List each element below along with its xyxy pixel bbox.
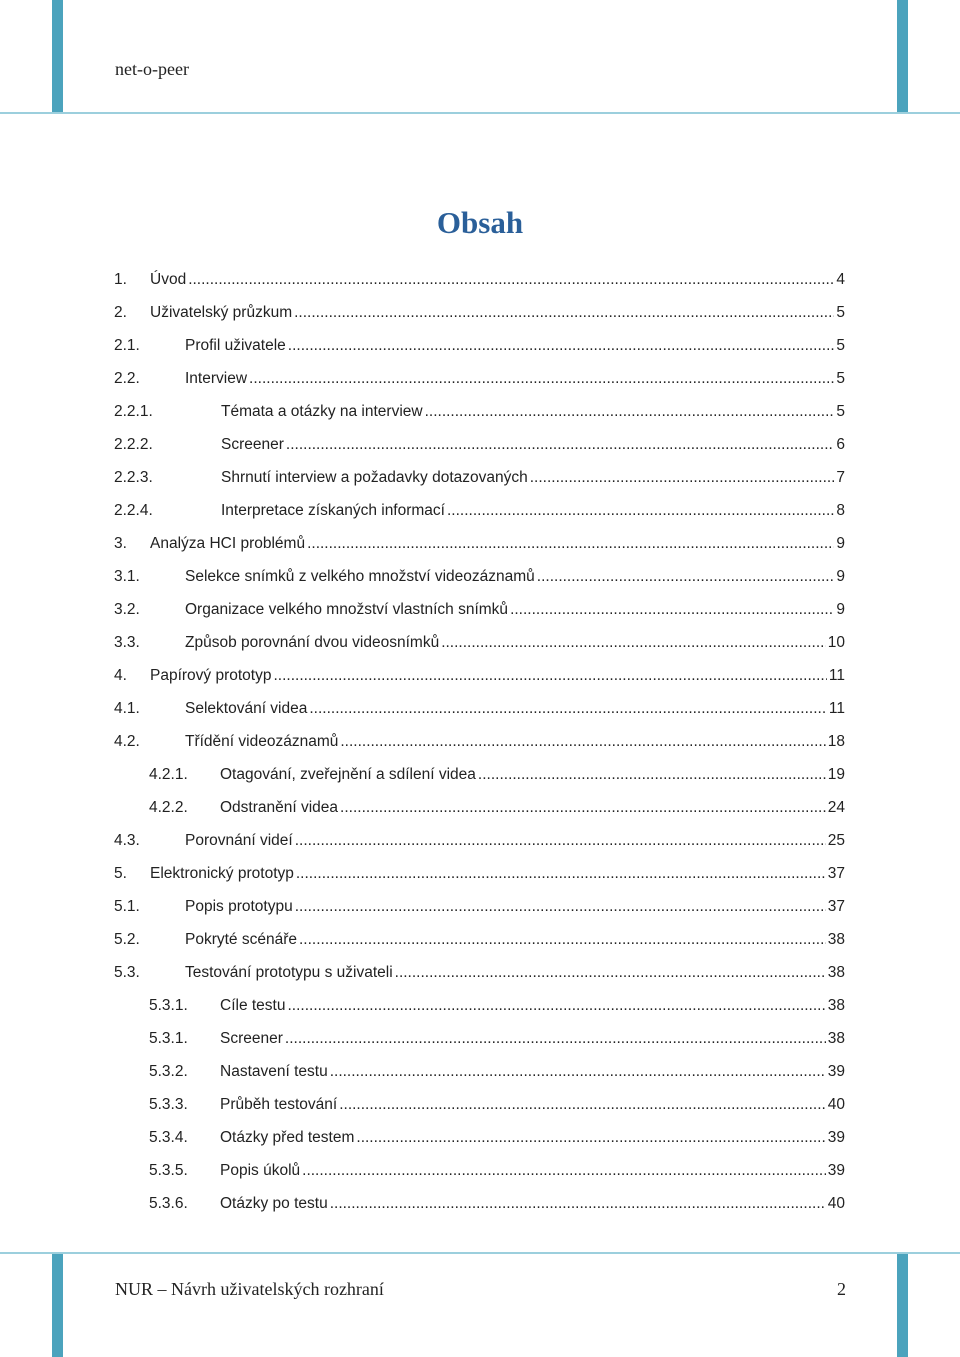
toc-entry-page: 19	[827, 766, 845, 783]
toc-leader-dots	[299, 927, 826, 953]
toc-leader-dots	[302, 1158, 826, 1184]
toc-entry-number: 4.2.1.	[149, 766, 188, 783]
toc-entry[interactable]	[114, 531, 845, 564]
toc-leader-dots	[188, 267, 834, 293]
toc-leader-dots	[447, 498, 834, 524]
toc-leader-dots	[339, 1092, 826, 1118]
toc-entry-number: 2.2.3.	[114, 469, 153, 486]
toc-entry-label: Cíle testu	[220, 997, 286, 1014]
toc-entry-page: 9	[836, 601, 845, 618]
toc-leader-dots	[356, 1125, 825, 1151]
toc-leader-dots	[478, 762, 826, 788]
toc-entry-label: Organizace velkého množství vlastních snímků	[185, 601, 509, 618]
toc-entry[interactable]	[114, 894, 845, 927]
toc-entry-number: 2.	[114, 304, 127, 321]
toc-entry-label: Úvod	[150, 271, 187, 288]
toc-entry[interactable]	[114, 1158, 845, 1191]
toc-leader-dots	[537, 564, 835, 590]
toc-entry-number: 4.	[114, 667, 127, 684]
toc-entry[interactable]	[114, 333, 845, 366]
toc-leader-dots	[287, 993, 825, 1019]
toc-entry-label: Odstranění videa	[220, 799, 339, 816]
toc-entry-page: 5	[836, 370, 845, 387]
toc-leader-dots	[309, 696, 827, 722]
toc-entry[interactable]	[114, 1092, 845, 1125]
toc-entry-number: 5.3.3.	[149, 1096, 188, 1113]
toc-entry-number: 5.3.1.	[149, 997, 188, 1014]
toc-entry[interactable]	[114, 498, 845, 531]
toc-entry-number: 5.1.	[114, 898, 140, 915]
toc-entry-number: 1.	[114, 271, 127, 288]
toc-leader-dots	[294, 300, 834, 326]
toc-entry-page: 39	[827, 1129, 845, 1146]
toc-entry[interactable]	[114, 399, 845, 432]
toc-entry-label: Otagování, zveřejnění a sdílení videa	[220, 766, 476, 783]
toc-entry-label: Screener	[220, 1030, 283, 1047]
toc-entry-page: 9	[836, 568, 845, 585]
toc-entry-page: 6	[836, 436, 845, 453]
toc-entry-label: Otázky před testem	[220, 1129, 355, 1146]
toc-entry-page: 39	[827, 1063, 845, 1080]
toc-entry-page: 38	[827, 931, 845, 948]
toc-leader-dots	[295, 828, 826, 854]
toc-entry-number: 3.2.	[114, 601, 140, 618]
toc-leader-dots	[395, 960, 826, 986]
toc-entry-label: Interview	[185, 370, 248, 387]
toc-entry-page: 40	[827, 1195, 845, 1212]
toc-entry[interactable]	[114, 597, 845, 630]
toc-entry-number: 5.	[114, 865, 127, 882]
toc-entry-page: 25	[827, 832, 845, 849]
header-bar-right	[897, 0, 908, 114]
toc-entry-page: 37	[827, 898, 845, 915]
toc-entry-page: 5	[836, 304, 845, 321]
toc-entry-number: 3.1.	[114, 568, 140, 585]
toc-entry-label: Interpretace získaných informací	[221, 502, 445, 519]
toc-leader-dots	[295, 894, 826, 920]
toc-entry[interactable]	[114, 366, 845, 399]
toc-entry-number: 5.3.6.	[149, 1195, 188, 1212]
toc-entry-page: 10	[827, 634, 845, 651]
toc-entry[interactable]	[114, 993, 845, 1026]
toc-leader-dots	[249, 366, 834, 392]
toc-entry[interactable]	[114, 300, 845, 333]
page-title: Obsah	[436, 205, 524, 240]
toc-entry-number: 5.3.	[114, 964, 140, 981]
toc-entry-page: 9	[836, 535, 845, 552]
toc-entry[interactable]	[114, 432, 845, 465]
toc-entry-label: Třídění videozáznamů	[185, 733, 339, 750]
toc-entry-page: 7	[836, 469, 845, 486]
header-title: net-o-peer	[115, 59, 189, 79]
toc-entry-page: 5	[836, 337, 845, 354]
toc-entry-number: 2.2.2.	[114, 436, 153, 453]
toc-leader-dots	[441, 630, 826, 656]
toc-entry-number: 2.1.	[114, 337, 140, 354]
toc-entry-label: Pokryté scénáře	[185, 931, 297, 948]
toc-leader-dots	[286, 432, 834, 458]
toc-entry-number: 5.3.5.	[149, 1162, 188, 1179]
toc-entry-number: 5.3.4.	[149, 1129, 188, 1146]
footer-bar-right	[897, 1254, 908, 1357]
toc-entry-label: Popis úkolů	[220, 1162, 301, 1179]
toc-entry-number: 4.3.	[114, 832, 140, 849]
toc-entry-number: 2.2.4.	[114, 502, 153, 519]
toc-entry-label: Způsob porovnání dvou videosnímků	[185, 634, 440, 651]
toc-entry-number: 3.	[114, 535, 127, 552]
toc-entry-number: 5.3.1.	[149, 1030, 188, 1047]
toc-leader-dots	[530, 465, 835, 491]
toc-entry-page: 37	[827, 865, 845, 882]
toc-entry-label: Uživatelský průzkum	[150, 304, 293, 321]
toc-entry-label: Profil uživatele	[185, 337, 286, 354]
toc-entry-number: 3.3.	[114, 634, 140, 651]
toc-entry[interactable]	[114, 1059, 845, 1092]
toc-entry-label: Elektronický prototyp	[150, 865, 294, 882]
toc-entry-page: 38	[827, 997, 845, 1014]
toc-entry[interactable]	[114, 861, 845, 894]
toc-entry[interactable]	[114, 729, 845, 762]
toc-entry-page: 18	[827, 733, 845, 750]
toc-leader-dots	[340, 729, 825, 755]
toc-entry[interactable]	[114, 267, 845, 300]
toc-entry[interactable]	[114, 465, 845, 498]
toc-entry-page: 5	[836, 403, 845, 420]
toc-entry-page: 11	[828, 667, 845, 684]
toc-entry-number: 2.2.	[114, 370, 140, 387]
footer	[115, 1279, 846, 1300]
toc-entry[interactable]	[114, 1125, 845, 1158]
toc-entry[interactable]	[114, 795, 845, 828]
toc-leader-dots	[285, 1026, 826, 1052]
header-rule	[0, 112, 960, 114]
toc-entry-label: Porovnání videí	[185, 832, 293, 849]
toc-entry-number: 2.2.1.	[114, 403, 153, 420]
toc-entry[interactable]	[114, 762, 845, 795]
toc-entry-label: Screener	[221, 436, 284, 453]
toc-entry[interactable]	[114, 1026, 845, 1059]
toc-entry-label: Papírový prototyp	[150, 667, 272, 684]
toc-entry-page: 40	[827, 1096, 845, 1113]
footer-bar-left	[52, 1254, 63, 1357]
toc-entry-label: Otázky po testu	[220, 1195, 328, 1212]
toc-entry-label: Testování prototypu s uživateli	[185, 964, 393, 981]
footer-page-number: 2	[837, 1279, 846, 1299]
toc-entry-page: 4	[836, 271, 845, 288]
toc-entry-label: Průběh testování	[220, 1096, 338, 1113]
toc-entry-page: 24	[827, 799, 845, 816]
toc-entry-page: 11	[828, 700, 845, 717]
toc-entry-number: 4.2.2.	[149, 799, 188, 816]
toc-leader-dots	[273, 663, 826, 689]
toc-leader-dots	[340, 795, 826, 821]
footer-title: NUR – Návrh uživatelských rozhraní	[115, 1279, 384, 1299]
toc-leader-dots	[330, 1059, 826, 1085]
toc-entry-page: 39	[827, 1162, 845, 1179]
toc-entry-page: 38	[827, 1030, 845, 1047]
toc-leader-dots	[330, 1191, 826, 1217]
toc-entry-label: Shrnutí interview a požadavky dotazovaných	[221, 469, 528, 486]
toc-entry[interactable]	[114, 696, 845, 729]
toc-entry-number: 5.2.	[114, 931, 140, 948]
toc-entry-page: 8	[836, 502, 845, 519]
header-bar-left	[52, 0, 63, 114]
footer-rule	[0, 1252, 960, 1254]
toc-entry-label: Popis prototypu	[185, 898, 293, 915]
toc-entry-number: 4.1.	[114, 700, 140, 717]
toc-entry[interactable]	[114, 927, 845, 960]
toc-entry-number: 5.3.2.	[149, 1063, 188, 1080]
toc-entry[interactable]	[114, 663, 845, 696]
toc-leader-dots	[288, 333, 835, 359]
toc-entry[interactable]	[114, 564, 845, 597]
toc-entry-label: Témata a otázky na interview	[221, 403, 423, 420]
toc-entry-label: Analýza HCI problémů	[150, 535, 306, 552]
toc-entry-label: Nastavení testu	[220, 1063, 328, 1080]
toc-entry[interactable]	[114, 1191, 845, 1224]
table-of-contents	[114, 267, 845, 1224]
toc-entry[interactable]	[114, 828, 845, 861]
toc-leader-dots	[296, 861, 826, 887]
toc-leader-dots	[510, 597, 834, 623]
toc-leader-dots	[307, 531, 834, 557]
toc-entry-label: Selekce snímků z velkého množství videozáznamů	[185, 568, 535, 585]
toc-entry-number: 4.2.	[114, 733, 140, 750]
toc-entry[interactable]	[114, 960, 845, 993]
toc-entry[interactable]	[114, 630, 845, 663]
toc-leader-dots	[425, 399, 835, 425]
toc-entry-page: 38	[827, 964, 845, 981]
toc-entry-label: Selektování videa	[185, 700, 308, 717]
